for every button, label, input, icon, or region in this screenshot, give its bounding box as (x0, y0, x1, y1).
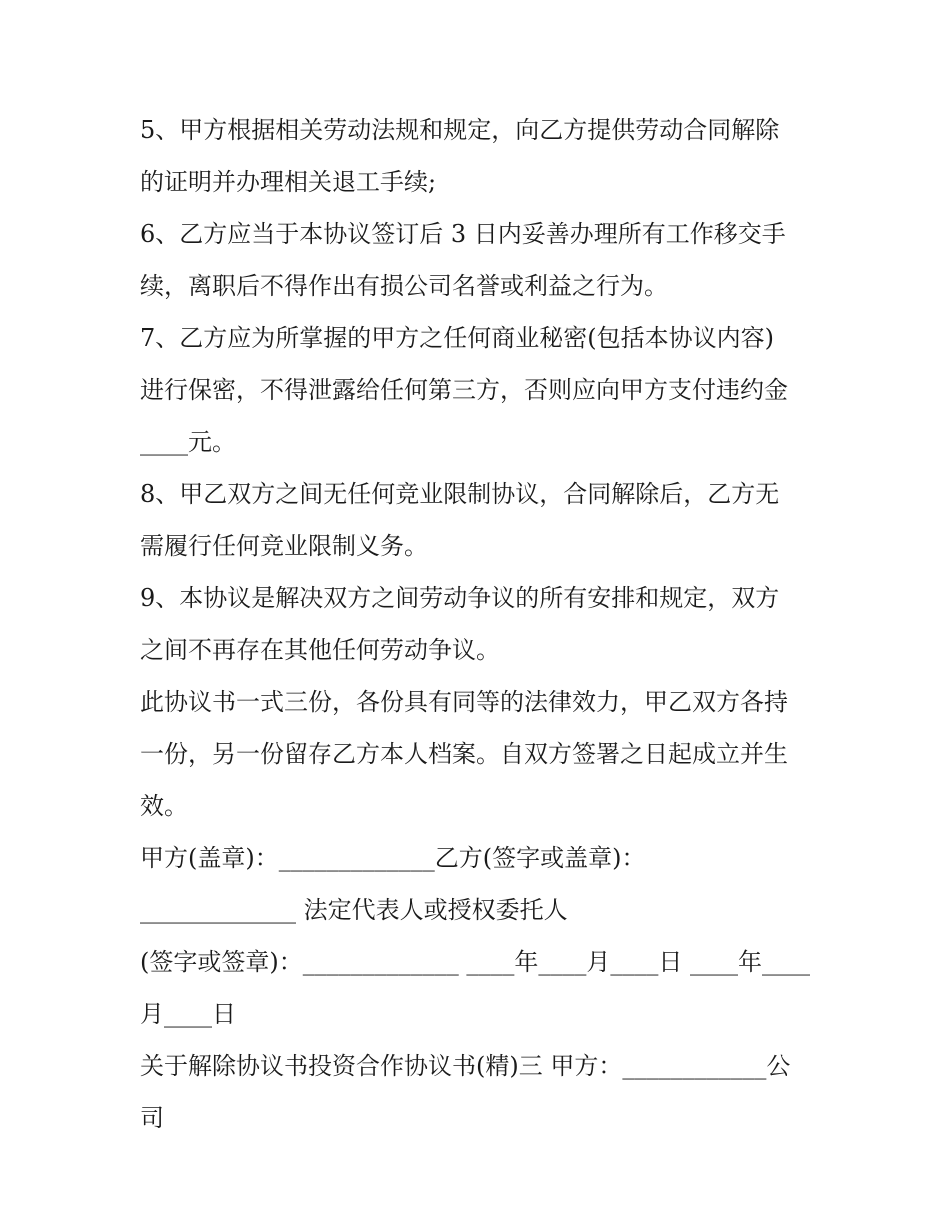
clause-7-line-2: 进行保密，不得泄露给任何第三方，否则应向甲方支付违约金 (140, 376, 788, 404)
copies-note-line-2: 一份，另一份留存乙方本人档案。自双方签署之日起成立并生 (140, 740, 788, 768)
signature-line-4: 月____日 (140, 1000, 236, 1028)
clause-8-line-2: 需履行任何竞业限制义务。 (140, 532, 428, 560)
clause-8-line-1: 8、甲乙双方之间无任何竞业限制协议，合同解除后，乙方无 (140, 480, 780, 508)
signature-line-3: (签字或签章)：_____________ ____年____月____日 ____年____ (140, 948, 810, 976)
document-body (140, 104, 820, 1144)
clause-5-line-1: 5、甲方根据相关劳动法规和规定，向乙方提供劳动合同解除 (140, 116, 780, 144)
clause-6-line-1: 6、乙方应当于本协议签订后 3 日内妥善办理所有工作移交手 (140, 220, 786, 248)
clause-6-line-2: 续，离职后不得作出有损公司名誉或利益之行为。 (140, 272, 668, 300)
clause-7-line-3: ____元。 (140, 428, 236, 456)
copies-note-line-1: 此协议书一式三份，各份具有同等的法律效力，甲乙双方各持 (140, 688, 788, 716)
next-section-title-line-2: 司 (140, 1104, 164, 1132)
signature-line-2: _____________ 法定代表人或授权委托人 (140, 896, 568, 924)
signature-line-1: 甲方(盖章)：_____________乙方(签字或盖章)： (140, 844, 646, 872)
copies-note-line-3: 效。 (140, 792, 188, 820)
next-section-title-line-1: 关于解除协议书投资合作协议书(精)三 甲方：____________公 (140, 1052, 791, 1080)
clause-9-line-2: 之间不再存在其他任何劳动争议。 (140, 636, 500, 664)
clause-9-line-1: 9、本协议是解决双方之间劳动争议的所有安排和规定，双方 (140, 584, 780, 612)
clause-7-line-1: 7、乙方应为所掌握的甲方之任何商业秘密(包括本协议内容) (140, 324, 774, 352)
clause-5-line-2: 的证明并办理相关退工手续; (140, 168, 437, 196)
